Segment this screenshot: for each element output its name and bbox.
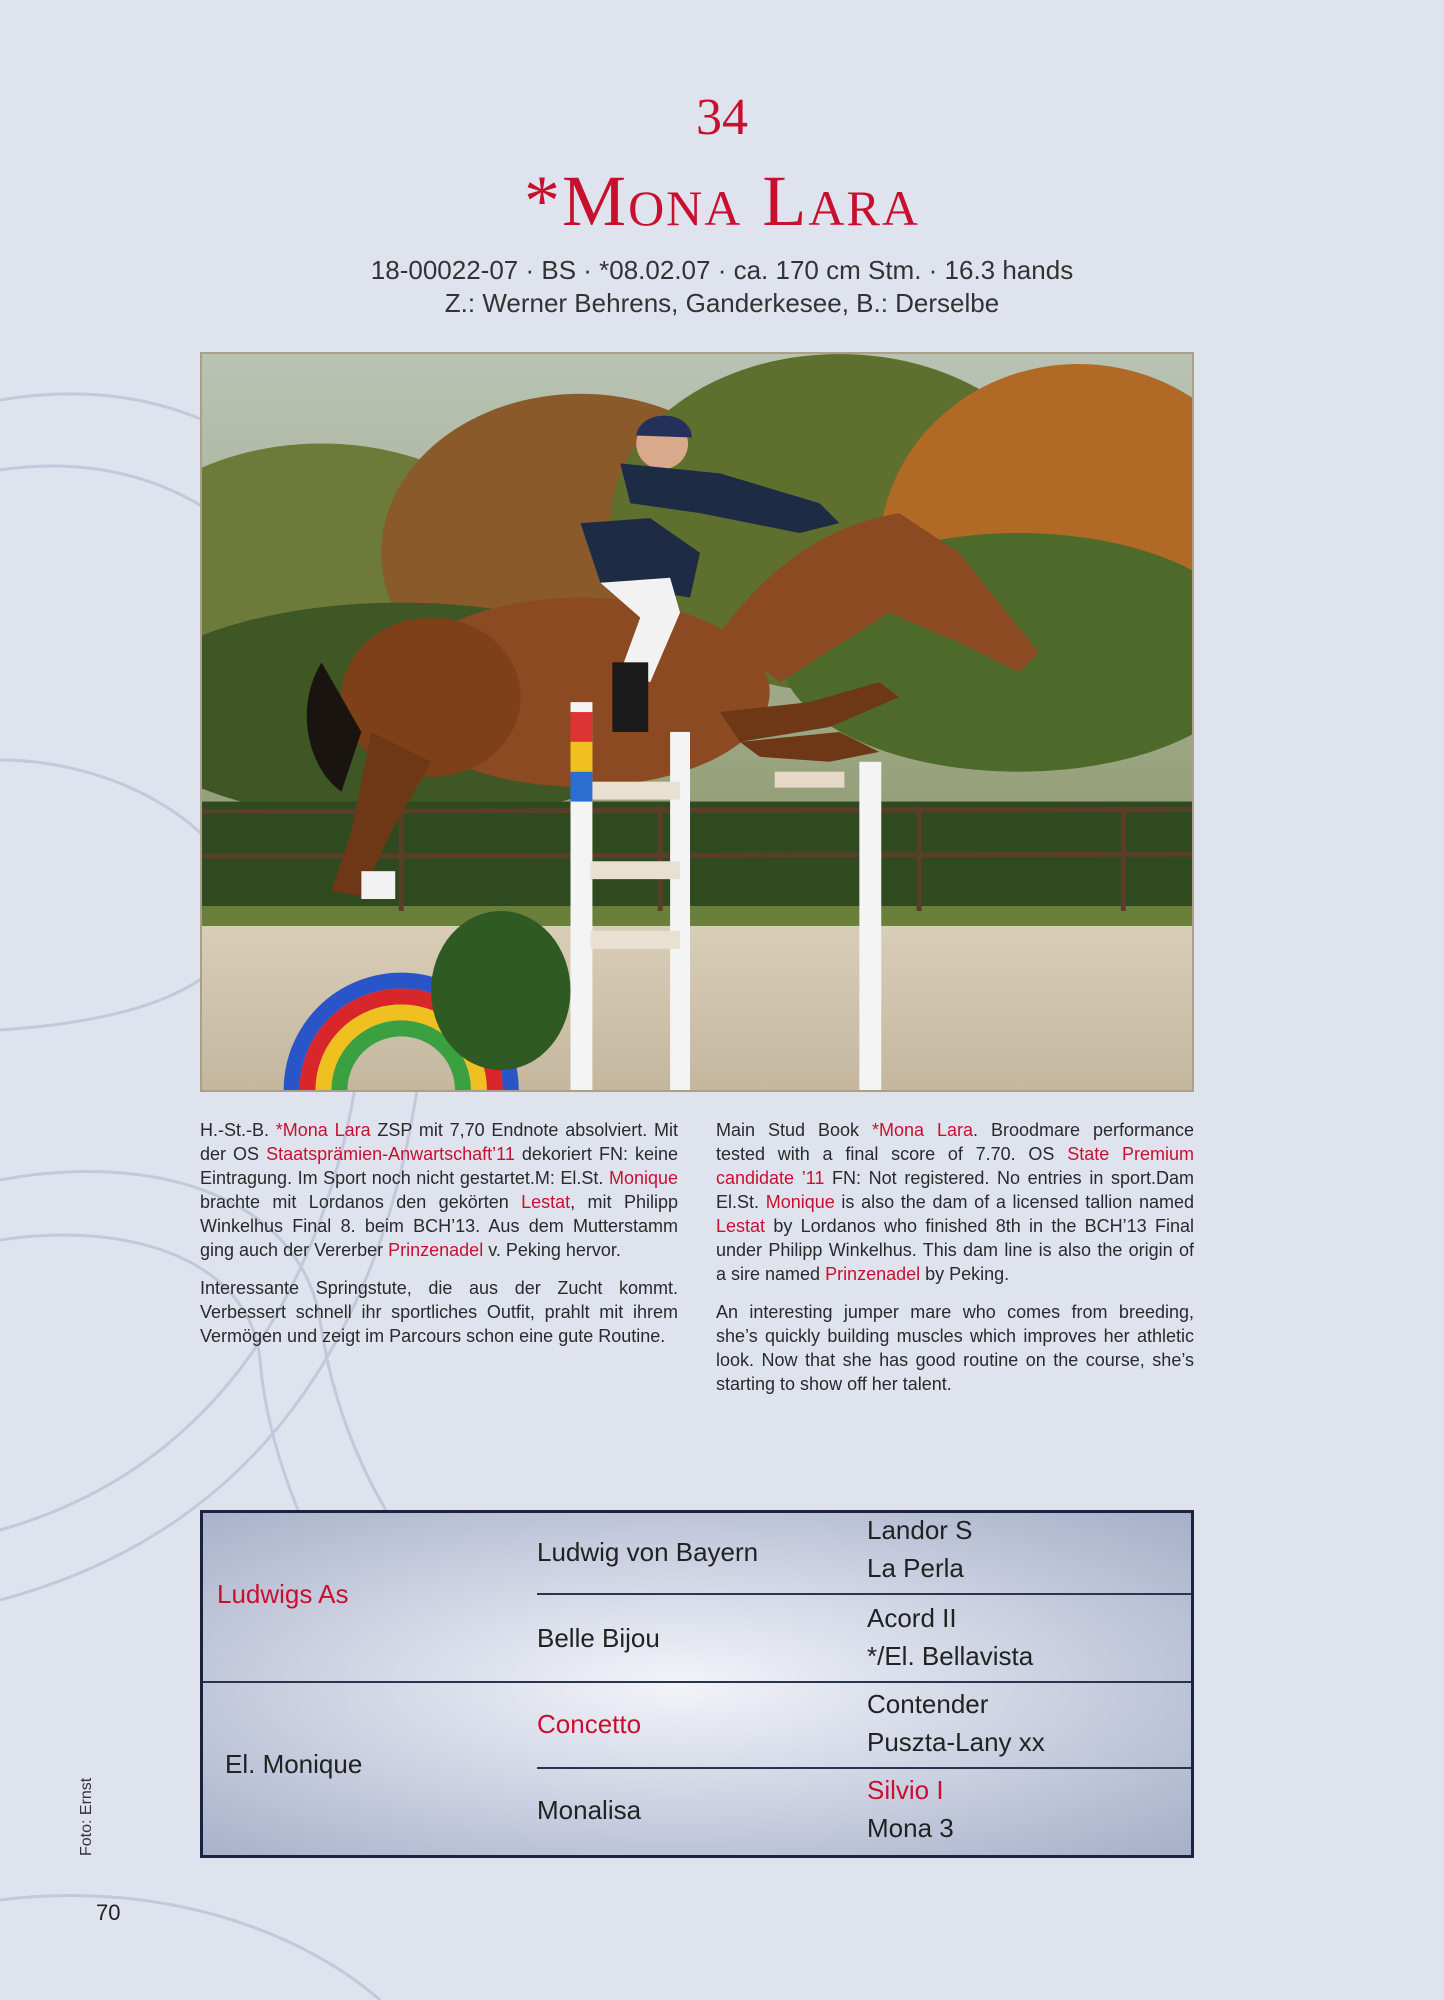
text-highlight: Monique bbox=[765, 1192, 835, 1212]
description-german bbox=[200, 1118, 678, 1362]
text-segment: v. Peking hervor. bbox=[483, 1240, 621, 1260]
pedigree-divider bbox=[537, 1593, 1191, 1595]
photo-credit: Foto: Ernst bbox=[78, 1777, 95, 1856]
pedigree-divider bbox=[203, 1681, 1191, 1683]
horse-photo bbox=[200, 352, 1194, 1092]
text-segment: . Broodmare performance tested with a final score of 7.70. OS bbox=[716, 1120, 1195, 1164]
pedigree-ggp: Contender bbox=[867, 1689, 989, 1719]
pedigree-ggp: Mona 3 bbox=[867, 1813, 954, 1843]
pedigree-sire-dam: Belle Bijou bbox=[537, 1623, 660, 1653]
pedigree-ggp: Landor S bbox=[867, 1515, 973, 1545]
text-segment: by Peking. bbox=[920, 1264, 1010, 1284]
text-highlight: Prinzenadel bbox=[388, 1240, 484, 1260]
pedigree-table bbox=[200, 1510, 1194, 1858]
description-english-p2: An interesting jumper mare who comes from breeding, she’s quickly building muscles which improves her athletic look. Now that she has good routine on the course, she’s starting to show off her talent. bbox=[716, 1302, 1194, 1394]
text-segment: Main Stud Book bbox=[716, 1120, 872, 1140]
text-segment: dekoriert FN: keine Eintragung. Im Sport noch nicht gestartet.M: El.St. bbox=[200, 1144, 679, 1188]
pedigree-sire-sire: Ludwig von Bayern bbox=[537, 1537, 759, 1567]
description-english-p1 bbox=[716, 1118, 1194, 1286]
description-german-p1 bbox=[200, 1118, 678, 1262]
text-highlight: Monique bbox=[608, 1168, 678, 1188]
text-highlight: State Premium candidate ’11 bbox=[716, 1144, 1194, 1188]
text-segment: is also the dam of a licensed tallion named bbox=[834, 1192, 1195, 1212]
pedigree-ggp: La Perla bbox=[867, 1553, 964, 1583]
pedigree-ggp: Puszta-Lany xx bbox=[867, 1727, 1045, 1757]
text-segment: by Lordanos who finished 8th in the BCH’13 Final under Philipp Winkelhus. This dam line is also the origin of a sire named bbox=[716, 1216, 1194, 1284]
pedigree-sire: Ludwigs As bbox=[217, 1579, 349, 1609]
pedigree-dam-dam: Monalisa bbox=[537, 1795, 642, 1825]
pedigree-ggp: */El. Bellavista bbox=[867, 1641, 1034, 1671]
pedigree-ggp: Acord II bbox=[867, 1603, 957, 1633]
horse-name: *Mona Lara bbox=[524, 161, 920, 241]
text-highlight: Prinzenadel bbox=[825, 1264, 921, 1284]
text-segment: FN: Not registered. No entries in sport.Dam El.St. bbox=[716, 1168, 1194, 1212]
pedigree-ggp: Silvio I bbox=[867, 1775, 944, 1805]
text-highlight: Lestat bbox=[716, 1216, 766, 1236]
pedigree-divider bbox=[537, 1767, 1191, 1769]
text-highlight: *Mona Lara bbox=[275, 1120, 371, 1140]
text-segment: ZSP mit 7,70 Endnote absolviert. Mit der OS bbox=[200, 1120, 678, 1164]
breeder-info-line: Z.: Werner Behrens, Ganderkesee, B.: Derselbe bbox=[444, 288, 1000, 318]
text-segment: H.-St.-B. bbox=[200, 1120, 276, 1140]
page-number: 70 bbox=[96, 1900, 121, 1925]
text-highlight: Staatsprämien-Anwartschaft’11 bbox=[266, 1144, 515, 1164]
horse-info-line: 18-00022-07 · BS · *08.02.07 · ca. 170 cm Stm. · 16.3 hands bbox=[370, 255, 1074, 285]
description-german-p2: Interessante Springstute, die aus der Zucht kommt. Verbessert schnell ihr sportliches Outfit, prahlt mit ihrem Vermögen und zeigt im Parcours schon eine gute Routine. bbox=[200, 1278, 678, 1346]
text-highlight: *Mona Lara bbox=[871, 1120, 973, 1140]
pedigree-dam-sire: Concetto bbox=[537, 1709, 642, 1739]
lot-number: 34 bbox=[696, 89, 748, 146]
pedigree-dam: El. Monique bbox=[225, 1749, 363, 1779]
text-segment: , mit Philipp Winkelhus Final 8. beim BCH’13. Aus dem Mutterstamm ging auch der Vererber bbox=[200, 1192, 678, 1260]
description-english bbox=[716, 1118, 1194, 1410]
text-segment: brachte mit Lordanos den gekörten bbox=[200, 1192, 522, 1212]
text-highlight: Lestat bbox=[521, 1192, 571, 1212]
